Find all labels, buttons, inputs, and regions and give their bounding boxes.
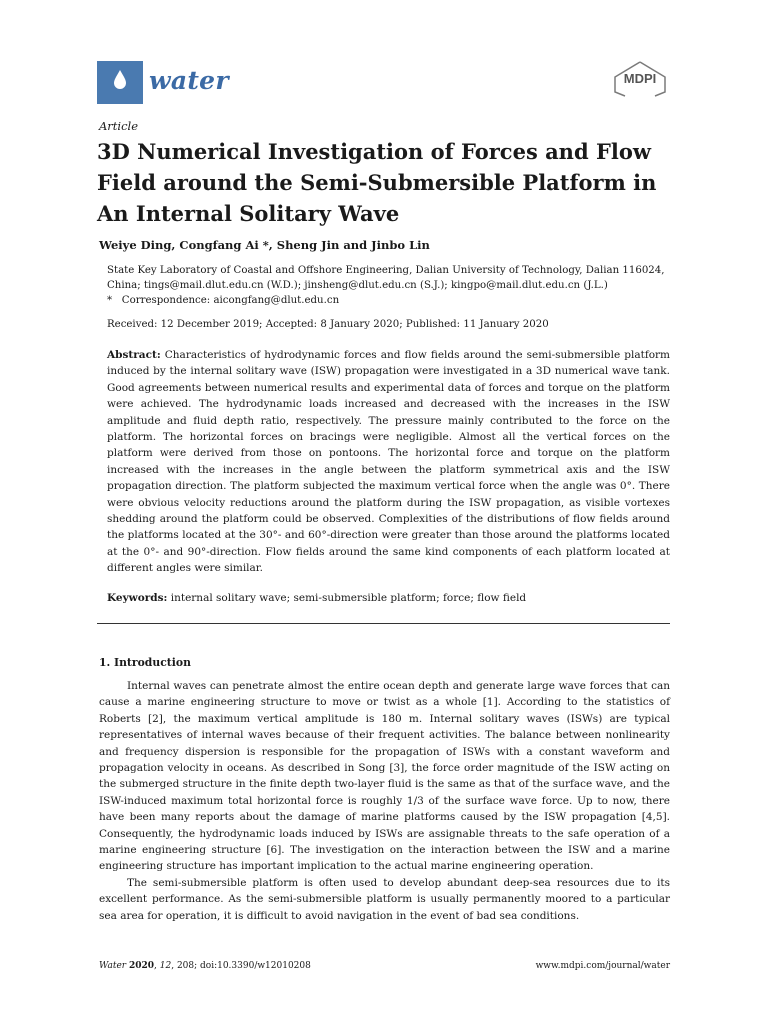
abstract-label: Abstract: xyxy=(107,349,161,361)
publication-dates: Received: 12 December 2019; Accepted: 8 January 2020; Published: 11 January 2020 xyxy=(107,319,549,330)
publisher-logo-icon xyxy=(611,60,669,102)
paragraph: Internal waves can penetrate almost the entire ocean depth and generate large wave forces that can cause a marine engineering structure to move or twist as a whole [1]. According to the statistics of Roberts [2], the maximum vertical amplitude is 180 m. Internal solitary waves (ISWs) are typical representatives of internal waves because of their frequent activities. The balance between nonlinearity and frequency dispersion is responsible for the propagation of ISWs with a constant waveform and propagation velocity in oceans. As described in Song [3], the force order magnitude of the ISW acting on the submerged structure in the finite depth two-layer fluid is the same as that of the surface wave, and the ISW-induced maximum total horizontal force is roughly 1/3 of the surface wave force. Up to now, there have been many reports about the damage of marine platforms caused by the ISW propagation [4,5]. Consequently, the hydrodynamic loads induced by ISWs are assignable threats to the safe operation of a marine engineering structure [6]. The investigation on the interaction between the ISW and a marine engineering structure has important implication to the actual marine engineering operation. xyxy=(99,680,670,873)
keywords-label: Keywords: xyxy=(107,592,168,604)
keywords-text: internal solitary wave; semi-submersible platform; force; flow field xyxy=(170,592,527,604)
footer-year: 2020 xyxy=(128,961,155,971)
abstract xyxy=(107,347,670,577)
introduction-body xyxy=(99,678,670,924)
journal-logo-icon xyxy=(97,61,143,104)
paper-title: 3D Numerical Investigation of Forces and Flow Field around the Semi-Submersible Platform in An Internal Solitary Wave xyxy=(97,139,657,226)
affiliation-line: State Key Laboratory of Coastal and Offshore Engineering, Dalian University of Technology, Dalian 116024, xyxy=(107,265,665,276)
abstract-text: Characteristics of hydrodynamic forces and flow fields around the semi-submersible platform induced by the internal solitary wave (ISW) propagation were investigated in a 3D numerical wave tank. Good agreements between numerical results and experimental data of forces and torque on the platform were achieved. The hydrodynamic loads increased and decreased with the increases in the ISW amplitude and fluid depth ratio, respectively. The pressure mainly contributed to the force on the platform. The horizontal forces on bracings were negligible. Almost all the vertical forces on the platform were derived from those on pontoons. The horizontal force and torque on the platform increased with the increases in the angle between the platform symmetrical axis and the ISW propagation direction. The platform subjected the maximum vertical force when the angle was 0°. There were obvious velocity reductions around the platform during the ISW propagation, as visible vortexes shedding around the platform could be observed. Complexities of the distributions of flow fields around the platforms located at the 30°- and 60°-direction were greater than those around the platforms located at the 0°- and 90°-direction. Flow fields around the same kind components of each platform located at different angles were similar. xyxy=(107,349,671,575)
correspondence: * Correspondence: aicongfang@dlut.edu.cn xyxy=(107,295,340,306)
footer-journal: Water xyxy=(99,961,127,971)
paragraph: The semi-submersible platform is often used to develop abundant deep-sea resources due to its excellent performance. As the semi-submersible platform is usually permanently moored to a particular sea area for operation, it is difficult to avoid navigation in the event of bad sea conditions. xyxy=(99,876,670,922)
footer-volume: 12 xyxy=(159,961,172,971)
footer-doi: , 208; doi:10.3390/w12010208 xyxy=(171,961,311,971)
publisher-name: MDPI xyxy=(623,71,657,86)
section-divider xyxy=(97,623,670,624)
affiliation-emails: China; tings@mail.dlut.edu.cn (W.D.); jinsheng@dlut.edu.cn (S.J.); kingpo@mail.dlut.edu.cn (J.L.) xyxy=(107,280,608,291)
journal-url[interactable]: www.mdpi.com/journal/water xyxy=(535,961,670,971)
affiliation-block xyxy=(107,263,677,308)
citation-footer: Water 2020, 12, 208; doi:10.3390/w12010208 xyxy=(99,961,311,971)
journal-name: water xyxy=(149,66,229,95)
section-heading: 1. Introduction xyxy=(99,656,191,669)
keywords xyxy=(107,592,526,604)
article-type: Article xyxy=(99,119,139,133)
author-list: Weiye Ding, Congfang Ai *, Sheng Jin and Jinbo Lin xyxy=(99,238,430,252)
